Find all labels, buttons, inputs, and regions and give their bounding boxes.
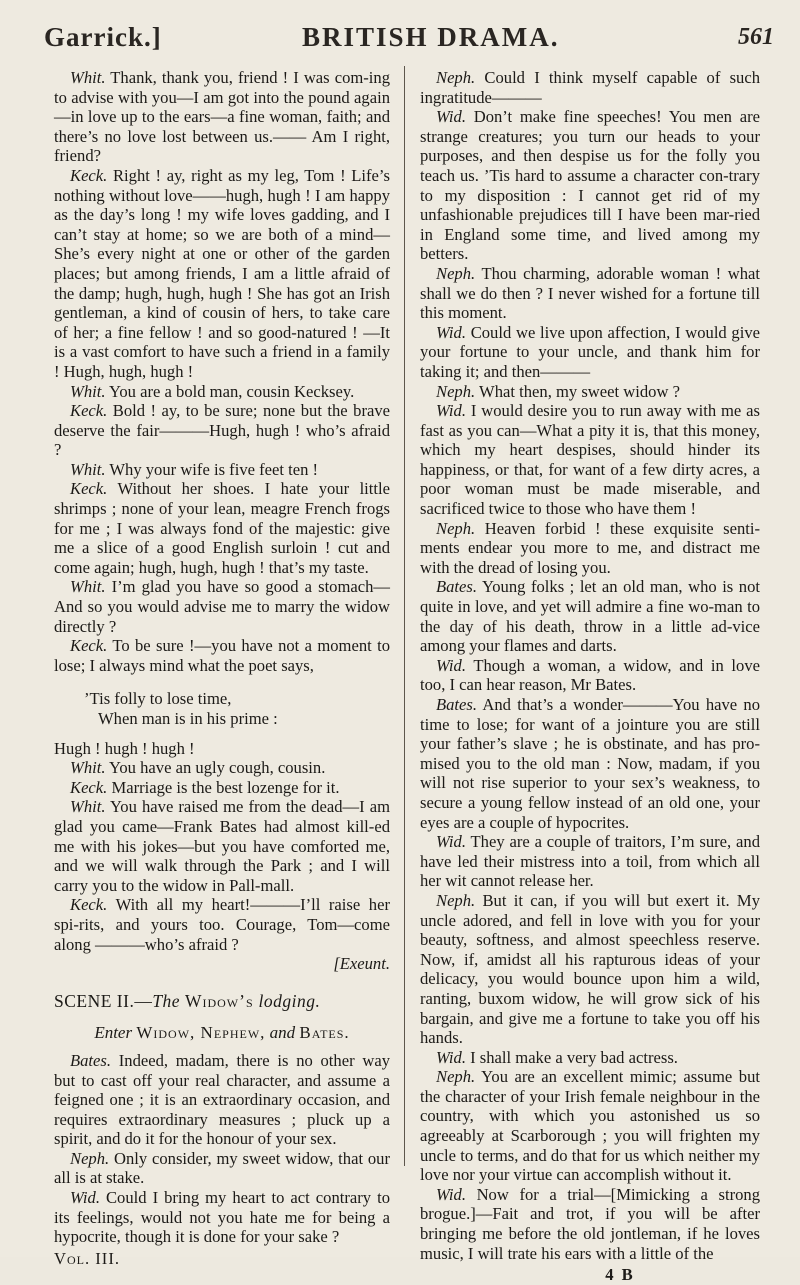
scene-heading: [54, 992, 390, 1012]
speaker-name: Neph.: [436, 518, 476, 538]
speech-text: With all my heart!———I’ll raise her spi-rits, and yours too. Courage, Tom—come along ———who’s afraid ?: [54, 895, 390, 954]
verse-line: When man is in his prime :: [98, 709, 278, 728]
column-divider: [404, 66, 405, 1166]
speaker-name: Wid.: [436, 655, 466, 675]
speech-paragraph: [420, 382, 760, 402]
speech-text: And that’s a wonder———You have no time to lose; for want of a jointure you are still your father’s slave ; he is obstinate, and has pro-mised you to the old man : Now, madam, if you will not rise superior to your sex’s weakness, to secure a young fellow instead of an old one, your eyes are a couple of hypocrites.: [420, 695, 761, 832]
speech-paragraph: [54, 577, 390, 636]
speaker-name: Bates.: [436, 695, 478, 714]
speech-paragraph: [54, 1188, 390, 1247]
speaker-name: Keck.: [70, 479, 108, 499]
speech-paragraph: [420, 1067, 760, 1185]
speech-text: Thank, thank you, friend ! I was com-ing to advise with you—I am got into the pound again—in love up to the ears—a fine woman, faith; and there’s no love lost between us.—— Am I right, friend?: [54, 68, 390, 166]
stage-direction-exeunt: [Exeunt.: [333, 954, 390, 974]
speech-paragraph: [420, 832, 760, 891]
volume-footer: Vol. III.: [54, 1248, 121, 1268]
speaker-name: Keck.: [70, 401, 108, 421]
dialogue-block-2: [54, 739, 390, 955]
speaker-name: Keck.: [70, 636, 108, 656]
speech-paragraph: [54, 739, 390, 759]
header-author: Garrick.]: [44, 22, 162, 52]
speaker-name: Wid.: [436, 832, 466, 852]
dialogue-block-1: [54, 68, 390, 675]
speech-paragraph: [54, 778, 390, 798]
dialogue-block-right: [420, 68, 760, 1263]
speaker-name: Whit.: [70, 381, 106, 401]
speaker-name: Neph.: [436, 68, 476, 87]
speech-paragraph: [54, 68, 390, 166]
running-header: [44, 22, 774, 62]
speech-paragraph: [54, 636, 390, 675]
scene-label: SCENE II.—: [54, 990, 153, 1011]
speech-paragraph: [420, 264, 760, 323]
speech-paragraph: [54, 797, 390, 895]
speech-text: What then, my sweet widow ?: [479, 381, 680, 401]
verse-quote: [84, 689, 390, 728]
speech-text: You have an ugly cough, cousin.: [109, 758, 326, 778]
signature-mark: 4 B: [605, 1265, 635, 1285]
speech-paragraph: [54, 1051, 390, 1149]
speech-text: Marriage is the best lozenge for it.: [111, 777, 340, 797]
speech-paragraph: [420, 68, 760, 107]
speech-paragraph: [420, 401, 760, 519]
speaker-name: Neph.: [70, 1148, 110, 1168]
speech-text: Young folks ; let an old man, who is not quite in love, and yet will admire a fine wo-man to the day of his death, throw in a little ad-vice among your flames and darts.: [420, 577, 760, 656]
speech-paragraph: [420, 1048, 760, 1068]
speech-paragraph: [420, 519, 760, 578]
speech-text: Could we live upon affection, I would give your fortune to your uncle, and thank him for taking it; and then———: [420, 322, 760, 381]
speech-paragraph: [420, 577, 760, 655]
scene-title-name: Widow’s: [184, 990, 254, 1011]
speech-paragraph: [420, 323, 760, 382]
speaker-name: Wid.: [70, 1188, 100, 1208]
speech-text: I’m glad you have so good a stomach— And so you would advise me to marry the widow directly ?: [54, 577, 390, 636]
speech-text: I shall make a very bad actress.: [470, 1047, 678, 1067]
speaker-name: Keck.: [70, 777, 108, 797]
speech-paragraph: [420, 656, 760, 695]
speech-text: You have raised me from the dead—I am glad you came—Frank Bates had almost kill-ed me with his jokes—but you have comforted me, and we will walk through the Park ; and I will carry you to the widow in Pall-mall.: [54, 797, 390, 895]
speaker-name: Neph.: [436, 263, 476, 283]
speech-text: To be sure !—you have not a moment to lose; I always mind what the poet says,: [54, 636, 390, 675]
speech-text: Heaven forbid ! these exquisite senti-ments endear you more to me, and distract me with the dread of losing you.: [420, 518, 760, 577]
speech-text: Thou charming, adorable woman ! what shall we do then ? I never wished for a fortune till this moment.: [420, 263, 760, 323]
speech-paragraph: [54, 382, 390, 402]
speech-paragraph: [54, 401, 390, 460]
speaker-name: Neph.: [436, 1067, 476, 1087]
speaker-name: Whit.: [70, 577, 106, 597]
speech-paragraph: [54, 895, 390, 954]
page-number: 561: [738, 24, 774, 50]
speech-text: They are a couple of traitors, I’m sure, and have led their mistress into a toil, from which all her wit cannot release her.: [420, 832, 760, 891]
speech-text: Bold ! ay, to be sure; none but the brave deserve the fair———Hugh, hugh ! who’s afraid ?: [54, 401, 390, 460]
speech-text: Don’t make fine speeches! You men are strange creatures; you turn our heads to your purposes, and then despise us for the folly you teach us. ’Tis hard to assume a character con-trary to my disposition : I cannot get rid of my unfashionable prejudices till I have been mar-ried in England some time, and lived among my betters.: [420, 107, 760, 264]
speaker-name: Wid.: [436, 401, 466, 421]
speaker-name: Neph.: [436, 890, 476, 910]
speech-text: Without her shoes. I hate your little shrimps ; none of your lean, meagre French frogs for me ; I was always fond of the majestic: give me a slice of a good English surloin ! cut and come again; hugh, hugh, hugh ! that’s my taste.: [54, 479, 390, 577]
speech-text: I would desire you to run away with me as fast as you can—What a pity it is, that this money, which my heart despises, should hinder its happiness, or that, for want of a few dirty acres, a poor woman must be made miserable, and sacrificed twice to those who have them !: [420, 401, 760, 519]
speech-paragraph: [420, 107, 760, 264]
right-column: [420, 68, 760, 1285]
speech-text: Only consider, my sweet widow, that our all is at stake.: [54, 1148, 390, 1188]
speaker-name: Whit.: [70, 68, 106, 87]
speech-paragraph: [54, 479, 390, 577]
speaker-name: Wid.: [436, 322, 466, 342]
enter-word: Enter: [94, 1023, 133, 1043]
speech-paragraph: [54, 1149, 390, 1188]
speaker-name: Whit.: [70, 758, 106, 778]
speech-text: You are an excellent mimic; assume but the character of your Irish female neighbour in the country, with which you astonished us so agreeably at Scarborough ; you will frighten my uncle to terms, and do that for us which neither my love nor your virtue can accomplish without it.: [420, 1067, 760, 1185]
speaker-name: Neph.: [436, 381, 476, 401]
header-title: BRITISH DRAMA.: [302, 22, 560, 52]
speech-paragraph: [54, 758, 390, 778]
enter-characters: Widow, Nephew,: [136, 1023, 266, 1043]
speech-text: Could I think myself capable of such ingratitude———: [420, 68, 760, 107]
speaker-name: Bates.: [436, 577, 478, 597]
speech-paragraph: [54, 166, 390, 382]
speaker-name: Whit.: [70, 459, 106, 479]
speech-text: Right ! ay, right as my leg, Tom ! Life’s nothing without love——hugh, hugh ! I am happy as the day’s long ! my wife loves gadding, and I can’t stay at home; so we are both of a mind— She’s every night at one or other of the garden places; but among friends, I am a little afraid of the damp; hugh, hugh, hugh ! She has got an Irish gentleman, a kind of cousin of hers, to take care of her; a fine fellow ! and so good-natured ! —It is a vast comfort to have such a friend in a family ! Hugh, hugh, hugh !: [54, 165, 390, 381]
speaker-name: Keck.: [70, 895, 108, 915]
speech-text: Now for a trial—[Mimicking a strong brogue.]—Fait and trot, if you will be after bringing me before the old jontleman, if he loves music, I will trate his ears with a little of the: [420, 1184, 760, 1263]
left-column: [54, 68, 390, 1268]
speaker-name: Wid.: [436, 107, 466, 127]
enter-and: and: [269, 1023, 296, 1043]
speech-text: Hugh ! hugh ! hugh !: [54, 738, 195, 758]
speech-paragraph: [54, 460, 390, 480]
speaker-name: Wid.: [436, 1047, 466, 1067]
speech-text: Indeed, madam, there is no other way but to cast off your real character, and assume a feigned one ; it is an extraordinary occasion, and requires extraordinary measures ; pluck up a spirit, and do it for the honour of your sex.: [54, 1050, 390, 1149]
scene-title-the: The: [152, 990, 181, 1011]
speech-paragraph: [420, 1185, 760, 1263]
exit-line: [54, 954, 390, 974]
speaker-name: Bates.: [70, 1050, 112, 1070]
speech-paragraph: [420, 891, 760, 1048]
enter-last-character: Bates.: [299, 1023, 350, 1043]
speech-text: You are a bold man, cousin Kecksey.: [109, 381, 355, 401]
stage-direction-enter: [54, 1023, 390, 1043]
speaker-name: Wid.: [436, 1184, 466, 1204]
speech-paragraph: [420, 695, 760, 832]
speaker-name: Keck.: [70, 165, 108, 185]
dialogue-block-3: [54, 1051, 390, 1247]
speech-text: Though a woman, a widow, and in love too, I can hear reason, Mr Bates.: [420, 655, 760, 695]
speech-text: Why your wife is five feet ten !: [109, 459, 319, 479]
speech-text: Could I bring my heart to act contrary to its feelings, would not you hate me for being a hypocrite, though it is done for your sake ?: [54, 1188, 390, 1247]
speaker-name: Whit.: [70, 797, 106, 817]
verse-line: ’Tis folly to lose time,: [84, 689, 232, 709]
scene-title-place: lodging.: [258, 990, 321, 1011]
speech-text: But it can, if you will but exert it. My uncle adored, and fell in love with you for your beauty, softness, and almost speechless reserve. Now, if, amidst all his rapturous ideas of your delicacy, you would bounce upon him a wild, ranting, buxom widow, he will grow sick of his bargain, and give me a fortune to take you off his hands.: [420, 890, 760, 1048]
